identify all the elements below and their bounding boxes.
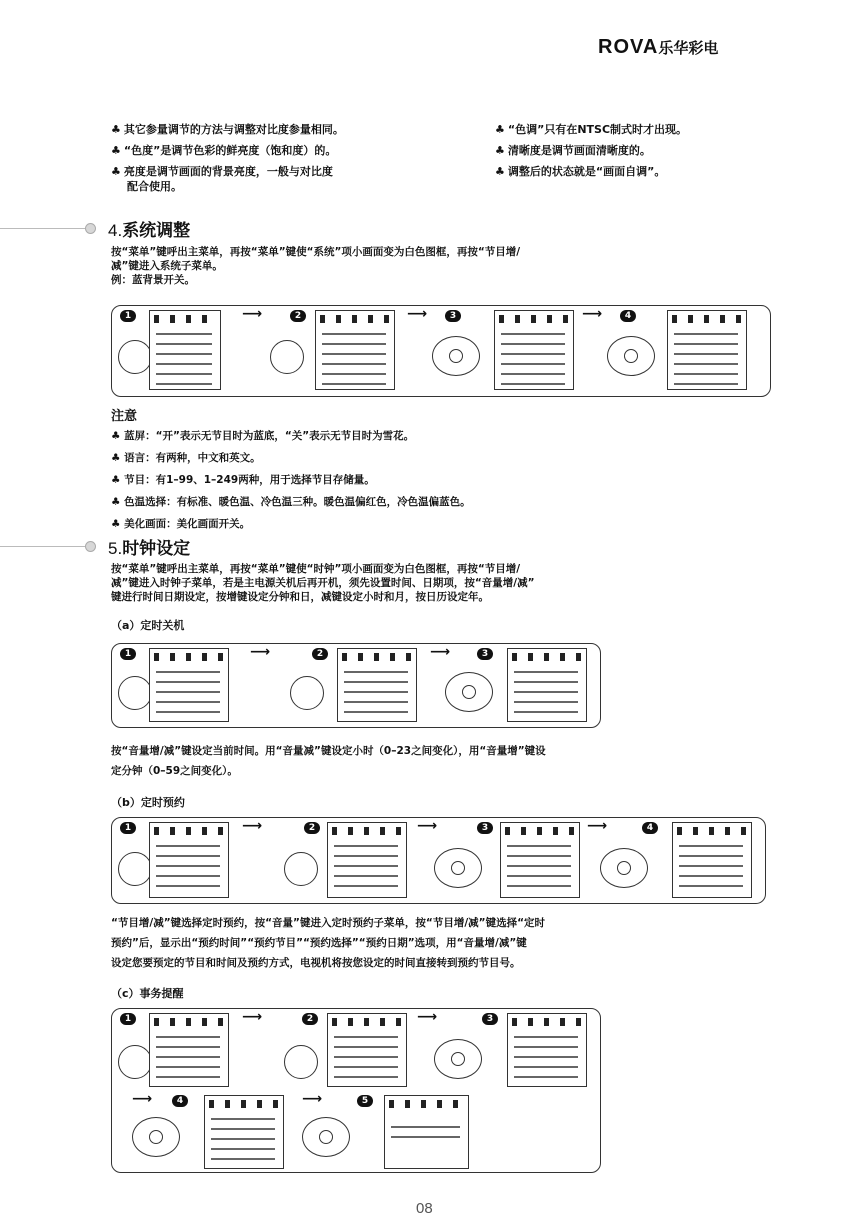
step-badge: 4 [620, 310, 636, 322]
brand-chinese: 乐华彩电 [658, 39, 719, 57]
step-badge: 3 [482, 1013, 498, 1025]
page-number: 08 [416, 1200, 433, 1217]
club-icon: ♣ [111, 165, 121, 178]
subsection-b-title: （b）定时预约 [111, 796, 185, 809]
notice-item: ♣ 色温选择：有标准、暖色温、冷色温三种。暖色温偏红色，冷色温偏蓝色。 [111, 496, 471, 508]
step-badge: 4 [172, 1095, 188, 1107]
step-badge: 2 [312, 648, 328, 660]
system-menu-figure [111, 305, 771, 397]
step-badge: 2 [290, 310, 306, 322]
step-badge: 2 [302, 1013, 318, 1025]
hand-press-icon [290, 676, 324, 710]
remote-dpad-icon [434, 1039, 482, 1079]
subsection-b-desc: “节目增/减”键选择定时预约，按“音量”键进入定时预约子菜单，按“节目增/减”键选择“定时 预约”后，显示出“预约时间”“预约节目”“预约选择”“预约日期”选项，用“音量增/减”键 设定您要预定的节目和时间及预约方式，电视机将按您设定的时间直接转到预约节目号。 [111, 917, 545, 969]
section-4-intro: 按“菜单”键呼出主菜单，再按“菜单”键使“系统”项小画面变为白色图框，再按“节目增/ 减”键进入系统子菜单。 例：蓝背景开关。 [111, 246, 521, 286]
section-5-title: 5.时钟设定 [108, 539, 191, 559]
note-item: ♣ 亮度是调节画面的背景亮度，一般与对比度 [111, 165, 333, 178]
notice-item: ♣ 语言：有两种，中文和英文。 [111, 452, 261, 464]
section-5-intro: 按“菜单”键呼出主菜单，再按“菜单”键使“时钟”项小画面变为白色图框，再按“节目增/ 减”键进入时钟子菜单，若是主电源关机后再开机，须先设置时间、日期项，按“音量增/减” 键进行时间日期设定，按增键设定分钟和日，减键设定小时和月，按日历设定年。 [111, 563, 535, 603]
step-badge: 1 [120, 648, 136, 660]
tv-menu-screen [204, 1095, 284, 1169]
tv-menu-screen [337, 648, 417, 722]
notice-list [111, 425, 791, 535]
tv-menu-screen [315, 310, 395, 390]
section-bullet-icon [85, 541, 96, 552]
section-4-title: 4.系统调整 [108, 221, 191, 241]
arrow-right-icon: ⟶ [587, 818, 608, 834]
subsection-a-desc: 按“音量增/减”键设定当前时间。用“音量减”键设定小时（0–23之间变化），用“音量增”键设 定分钟（0–59之间变化）。 [111, 745, 546, 777]
club-icon: ♣ [111, 496, 121, 508]
notice-item: ♣ 节目：有1–99、1–249两种，用于选择节目存储量。 [111, 474, 375, 486]
hand-press-icon [118, 1045, 152, 1079]
club-icon: ♣ [111, 518, 121, 530]
remote-dpad-icon [600, 848, 648, 888]
remote-dpad-icon [432, 336, 480, 376]
club-icon: ♣ [111, 452, 121, 464]
sleep-timer-figure [111, 643, 601, 728]
club-icon: ♣ [111, 430, 121, 442]
arrow-right-icon: ⟶ [407, 306, 428, 322]
hand-press-icon [118, 676, 152, 710]
note-item: ♣ 其它参量调节的方法与调整对比度参量相同。 [111, 123, 344, 136]
reservation-figure [111, 817, 766, 904]
club-icon: ♣ [111, 144, 121, 157]
arrow-right-icon: ⟶ [417, 1009, 438, 1025]
remote-dpad-icon [445, 672, 493, 712]
reminder-figure [111, 1008, 601, 1173]
hand-press-icon [284, 1045, 318, 1079]
step-badge: 2 [304, 822, 320, 834]
step-badge: 3 [477, 822, 493, 834]
tv-menu-screen [667, 310, 747, 390]
subsection-a-title: （a）定时关机 [111, 619, 185, 632]
arrow-right-icon: ⟶ [242, 306, 263, 322]
subsection-c-title: （c）事务提醒 [111, 987, 184, 1000]
club-icon: ♣ [111, 123, 121, 136]
note-item: ♣ “色调”只有在NTSC制式时才出现。 [495, 123, 688, 136]
hand-press-icon [284, 852, 318, 886]
club-icon: ♣ [111, 474, 121, 486]
arrow-right-icon: ⟶ [417, 818, 438, 834]
step-badge: 1 [120, 1013, 136, 1025]
step-badge: 4 [642, 822, 658, 834]
arrow-right-icon: ⟶ [242, 818, 263, 834]
tv-menu-screen [327, 822, 407, 898]
step-badge: 5 [357, 1095, 373, 1107]
arrow-right-icon: ⟶ [302, 1091, 323, 1107]
arrow-right-icon: ⟶ [250, 644, 271, 660]
note-item-cont: 配合使用。 [127, 180, 182, 193]
tv-menu-screen [494, 310, 574, 390]
tv-menu-screen [672, 822, 752, 898]
arrow-right-icon: ⟶ [132, 1091, 153, 1107]
tv-menu-screen [507, 648, 587, 722]
remote-dpad-icon [434, 848, 482, 888]
club-icon: ♣ [495, 165, 505, 178]
step-badge: 1 [120, 822, 136, 834]
tv-menu-screen [149, 648, 229, 722]
notes-top-right [495, 122, 795, 179]
hand-press-icon [270, 340, 304, 374]
section-bullet-icon [85, 223, 96, 234]
note-item: ♣ “色度”是调节色彩的鲜亮度（饱和度）的。 [111, 144, 337, 157]
note-item: ♣ 调整后的状态就是“画面自调”。 [495, 165, 666, 178]
tv-menu-screen [149, 310, 221, 390]
notice-item: ♣ 蓝屏：“开”表示无节目时为蓝底，“关”表示无节目时为雪花。 [111, 430, 415, 442]
club-icon: ♣ [495, 123, 505, 136]
tv-menu-screen [149, 822, 229, 898]
notice-title: 注意 [111, 409, 138, 424]
remote-dpad-icon [607, 336, 655, 376]
arrow-right-icon: ⟶ [582, 306, 603, 322]
step-badge: 3 [445, 310, 461, 322]
tv-menu-screen [149, 1013, 229, 1087]
step-badge: 3 [477, 648, 493, 660]
tv-menu-screen [327, 1013, 407, 1087]
hand-press-icon [118, 852, 152, 886]
note-item: ♣ 清晰度是调节画面清晰度的。 [495, 144, 651, 157]
hand-press-icon [118, 340, 152, 374]
notes-top-left [111, 122, 471, 194]
brand-latin: ROVA [598, 36, 659, 58]
step-badge: 1 [120, 310, 136, 322]
arrow-right-icon: ⟶ [430, 644, 451, 660]
section-divider-line [0, 546, 85, 547]
tv-menu-screen [507, 1013, 587, 1087]
remote-dpad-icon [132, 1117, 180, 1157]
brand-logo [598, 36, 718, 59]
tv-menu-screen [500, 822, 580, 898]
arrow-right-icon: ⟶ [242, 1009, 263, 1025]
notice-item: ♣ 美化画面：美化画面开关。 [111, 518, 251, 530]
tv-menu-screen [384, 1095, 469, 1169]
remote-dpad-icon [302, 1117, 350, 1157]
section-divider-line [0, 228, 85, 229]
club-icon: ♣ [495, 144, 505, 157]
